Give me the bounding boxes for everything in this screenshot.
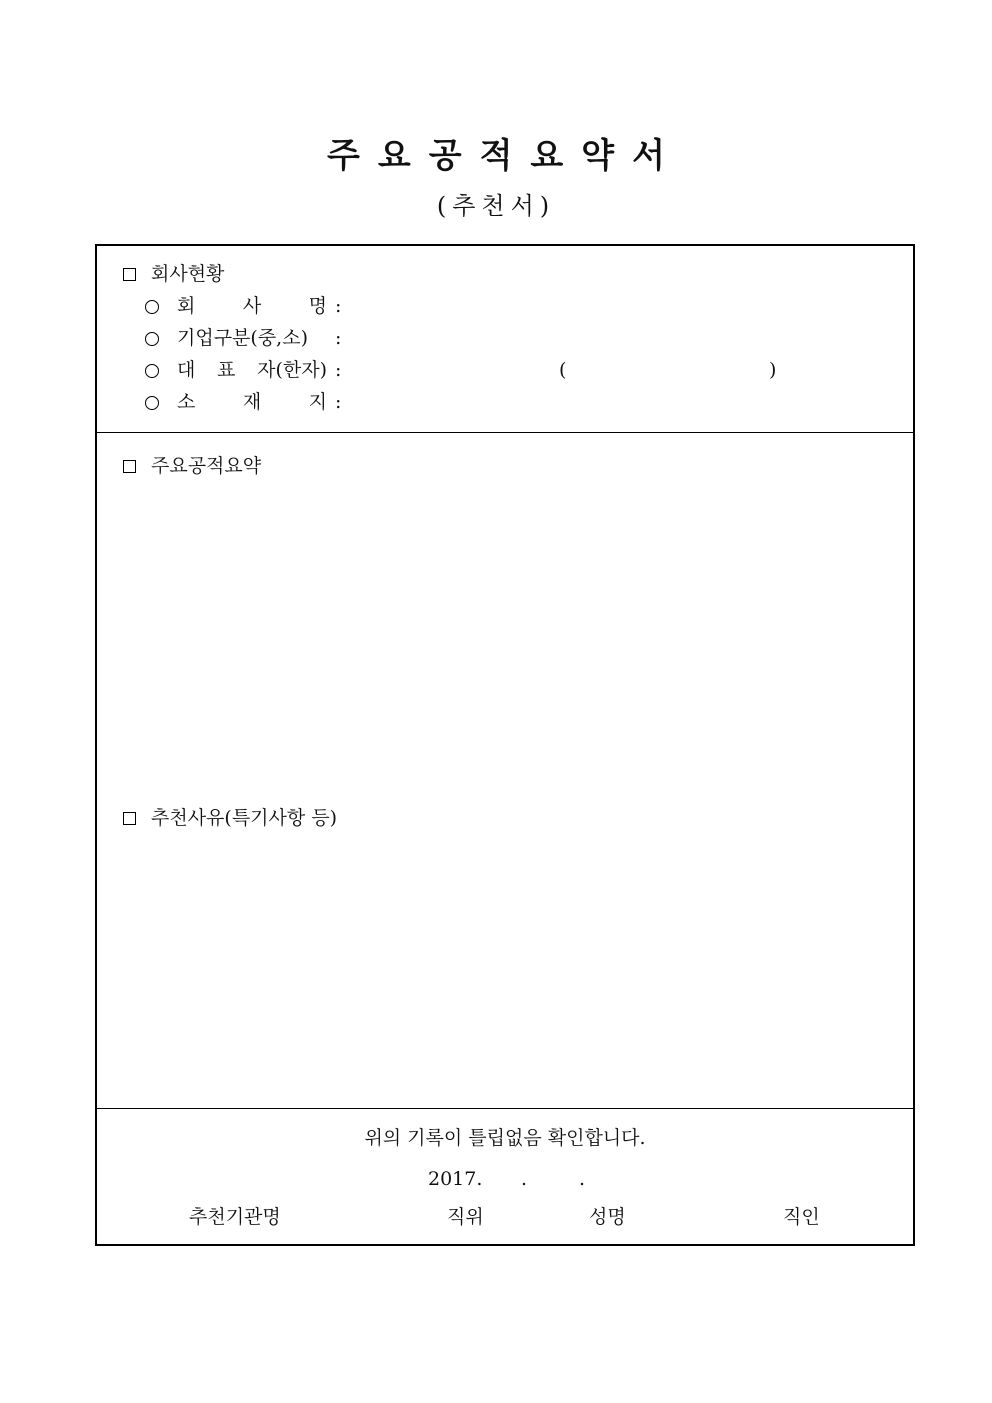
field-ceo-label: 대 표 자(한자) bbox=[177, 359, 327, 381]
section-divider bbox=[97, 1108, 913, 1109]
field-address-sep: : bbox=[335, 391, 342, 413]
date-dot-day: . bbox=[579, 1168, 586, 1190]
date-dot-month: . bbox=[521, 1168, 528, 1190]
circle-bullet-icon bbox=[145, 300, 159, 314]
field-ceo-sep: : bbox=[335, 359, 342, 381]
reason-heading: 추천사유(특기사항 등) bbox=[151, 807, 338, 829]
checkbox-icon bbox=[123, 460, 136, 473]
company-heading: 회사현황 bbox=[151, 263, 225, 285]
field-ceo-paren-close: ) bbox=[769, 359, 777, 381]
circle-bullet-icon bbox=[145, 332, 159, 346]
checkbox-icon bbox=[123, 812, 136, 825]
seal-label: 직인 bbox=[783, 1206, 820, 1228]
section-divider bbox=[97, 432, 913, 433]
page-subtitle: (추천서) bbox=[436, 192, 556, 220]
field-company-type-sep: : bbox=[335, 327, 342, 349]
date-year: 2017. bbox=[428, 1168, 483, 1190]
circle-bullet-icon bbox=[145, 364, 159, 378]
field-company-name-sep: : bbox=[335, 295, 342, 317]
field-ceo-paren-open: ( bbox=[559, 359, 567, 381]
field-company-name-label: 회 사 명 bbox=[177, 295, 327, 317]
achievement-heading: 주요공적요약 bbox=[151, 455, 262, 477]
page-title: 주요공적요약서 bbox=[327, 136, 683, 176]
form-table bbox=[95, 244, 915, 1246]
field-company-type-label: 기업구분(중,소) bbox=[177, 327, 308, 349]
position-label: 직위 bbox=[447, 1206, 484, 1228]
circle-bullet-icon bbox=[145, 396, 159, 410]
org-label: 추천기관명 bbox=[189, 1206, 281, 1228]
name-label: 성명 bbox=[589, 1206, 626, 1228]
field-address-label: 소 재 지 bbox=[177, 391, 327, 413]
confirm-statement: 위의 기록이 틀립없음 확인합니다. bbox=[364, 1127, 646, 1149]
checkbox-icon bbox=[123, 268, 136, 281]
